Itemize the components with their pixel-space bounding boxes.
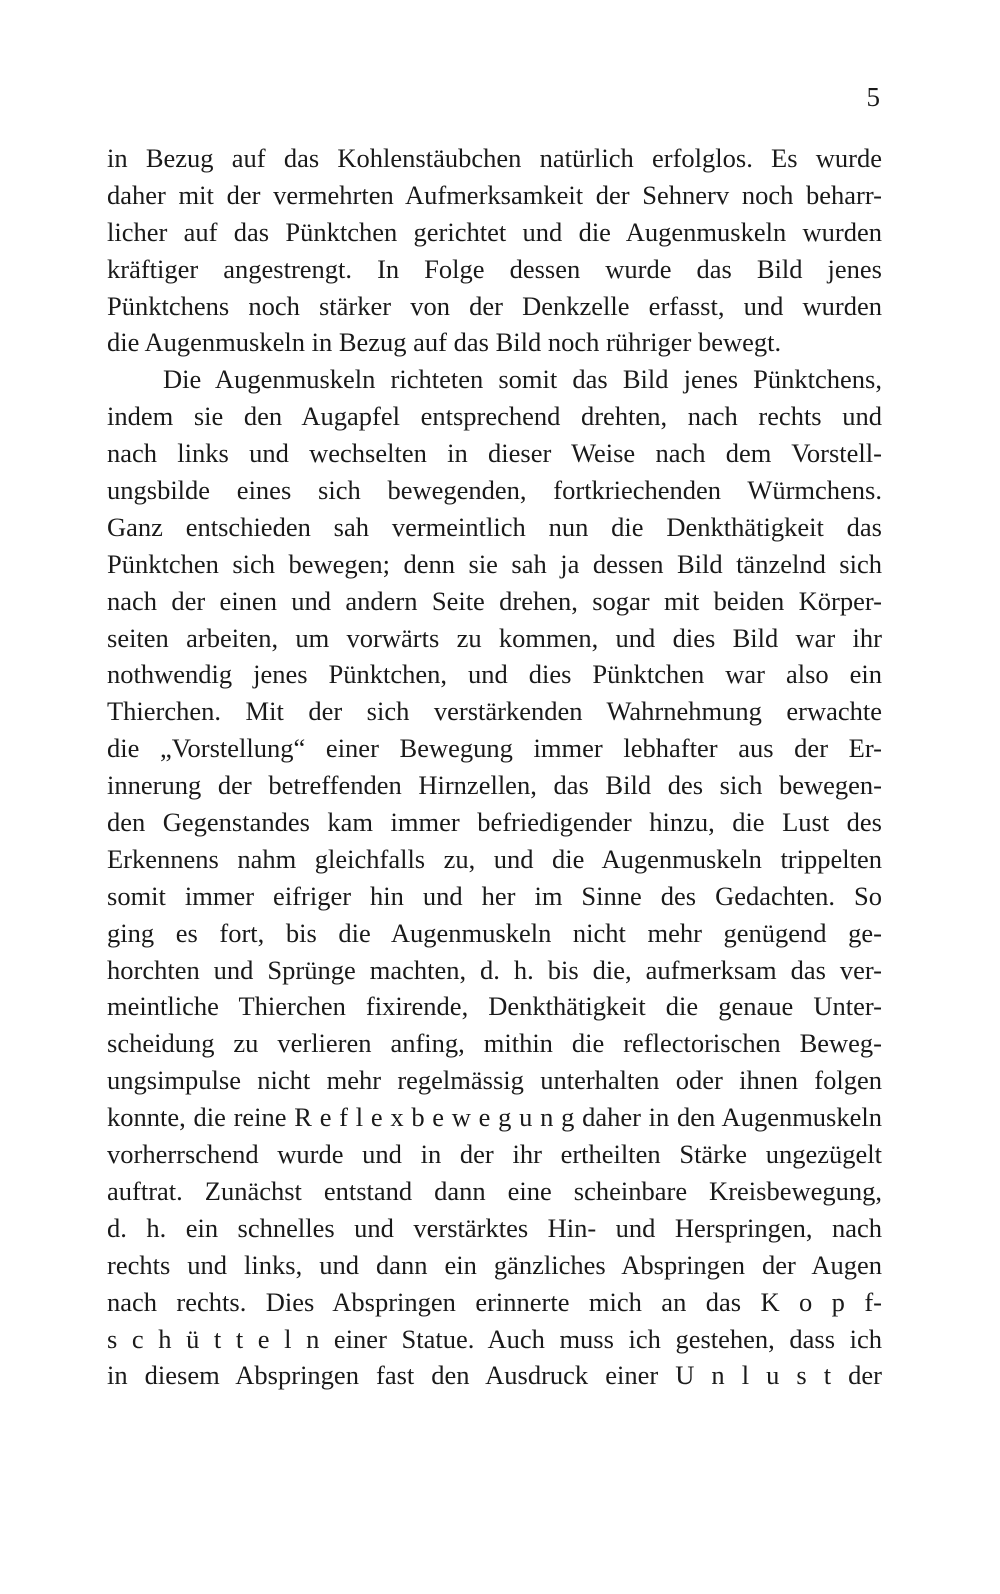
text-line: rechts und links, und dann ein gänzliches Abspringen der Augen [107,1249,882,1280]
body-text [107,140,882,1394]
text-line: innerung der betreffenden Hirnzellen, das Bild des sich bewegen- [107,770,882,801]
text-line: konnte, die reine R e f l e x b e w e g u n g daher in den Augenmuskeln [107,1102,882,1133]
text-line: ging es fort, bis die Augenmuskeln nicht mehr genügend ge- [107,917,882,948]
text-line: ungsbilde eines sich bewegenden, fortkriechenden Würmchens. [107,475,882,506]
text-line: nach links und wechselten in dieser Weise nach dem Vorstell- [107,438,882,469]
text-line: in diesem Abspringen fast den Ausdruck einer U n l u s t der [107,1360,882,1391]
text-line: nach rechts. Dies Abspringen erinnerte mich an das K o p f- [107,1286,882,1317]
text-line: Erkennens nahm gleichfalls zu, und die Augenmuskeln trippelten [107,843,882,874]
text-line: Pünktchens noch stärker von der Denkzelle erfasst, und wurden [107,290,882,321]
text-line: in Bezug auf das Kohlenstäubchen natürlich erfolglos. Es wurde [107,143,882,173]
text-line: indem sie den Augapfel entsprechend drehten, nach rechts und [107,401,882,432]
text-line: die Augenmuskeln in Bezug auf das Bild noch rühriger bewegt. [107,327,782,358]
text-line: ungsimpulse nicht mehr regelmässig unterhalten oder ihnen folgen [107,1065,882,1096]
text-line: vorherrschend wurde und in der ihr ertheilten Stärke ungezügelt [107,1139,882,1170]
text-line: nothwendig jenes Pünktchen, und dies Pünktchen war also ein [107,659,882,690]
text-line: somit immer eifriger hin und her im Sinne des Gedachten. So [107,880,882,911]
text-line: d. h. ein schnelles und verstärktes Hin- und Herspringen, nach [107,1212,882,1243]
text-line: scheidung zu verlieren anfing, mithin die reflectorischen Beweg- [107,1028,882,1059]
text-line: Ganz entschieden sah vermeintlich nun die Denkthätigkeit das [107,511,882,542]
text-line: kräftiger angestrengt. In Folge dessen wurde das Bild jenes [107,253,882,284]
text-line: horchten und Sprünge machten, d. h. bis die, aufmerksam das ver- [107,954,882,985]
text-line: nach der einen und andern Seite drehen, sogar mit beiden Körper- [107,585,882,616]
text-line: Thierchen. Mit der sich verstärkenden Wahrnehmung erwachte [107,696,882,727]
text-line: auftrat. Zunächst entstand dann eine scheinbare Kreisbewegung, [107,1175,882,1206]
text-line: daher mit der vermehrten Aufmerksamkeit der Sehnerv noch beharr- [107,179,882,210]
text-line: licher auf das Pünktchen gerichtet und die Augenmuskeln wurden [107,216,882,247]
text-line: die „Vorstellung“ einer Bewegung immer lebhafter aus der Er- [107,733,882,764]
text-line: den Gegenstandes kam immer befriedigender hinzu, die Lust des [107,807,882,838]
text-line: seiten arbeiten, um vorwärts zu kommen, und dies Bild war ihr [107,622,882,653]
text-line: Pünktchen sich bewegen; denn sie sah ja dessen Bild tänzelnd sich [107,548,882,579]
page-number: 5 [866,82,880,112]
text-line: meintliche Thierchen fixirende, Denkthätigkeit die genaue Unter- [107,991,882,1022]
text-line: s c h ü t t e l n einer Statue. Auch muss ich gestehen, dass ich [107,1323,882,1354]
text-line: Die Augenmuskeln richteten somit das Bild jenes Pünktchens, [163,364,882,395]
